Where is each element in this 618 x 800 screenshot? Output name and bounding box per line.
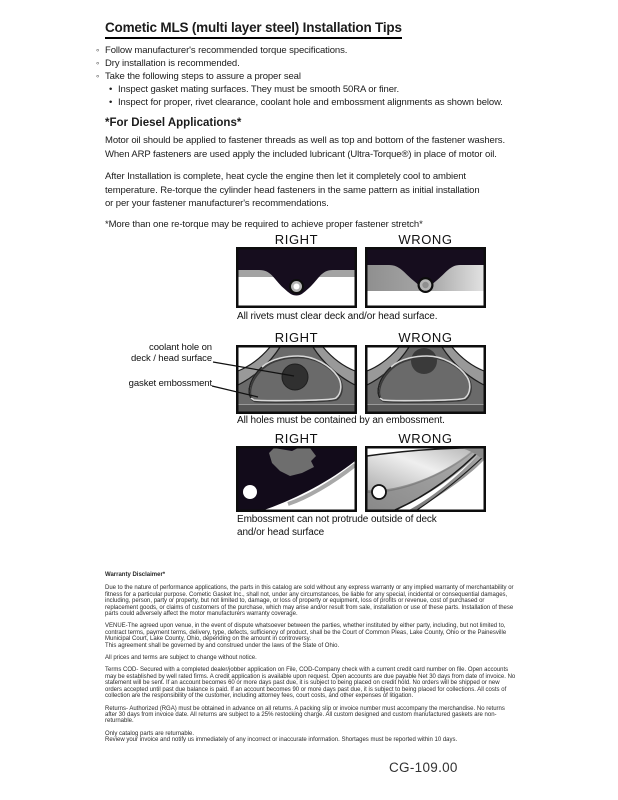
list-item: ◦ Dry installation is recommended.: [96, 57, 503, 70]
legal-paragraph: VENUE-The agreed upon venue, in the event of dispute whatsoever between the parties, whether instituted by either party, including, but not limited to, contract terms, payment terms, delivery, type, defects, sufficiency of product, shall be the Court of Common Pleas, Lake County, Ohio or the Painesville Municipal Court, Lake County, Ohio, depending on the amount in controversy.: [105, 623, 507, 643]
coolant-hole: [411, 348, 437, 374]
figure-row2-labels: [236, 330, 486, 345]
list-sub-item: • Inspect gasket mating surfaces. They must be smooth 50RA or finer.: [96, 83, 503, 96]
wrong-label: WRONG: [398, 232, 453, 247]
legal-paragraph: This agreement shall be governed by and construed under the laws of the State of Ohio.: [105, 642, 340, 649]
legal-paragraph: All prices and terms are subject to change without notice.: [105, 655, 257, 662]
figure-protrude-right: [236, 446, 357, 512]
figure-row1-caption: All rivets must clear deck and/or head surface.: [237, 311, 438, 322]
caption-line: and/or head surface: [237, 526, 325, 538]
figure-row3-caption: [237, 514, 437, 539]
list-item: ◦ Take the following steps to assure a proper seal: [96, 70, 503, 83]
figure-rivet-wrong: [365, 247, 486, 308]
right-label: RIGHT: [274, 330, 319, 345]
figure-row1-images: [236, 247, 486, 308]
right-label: RIGHT: [274, 232, 319, 247]
paragraph-line: *More than one re-torque may be required to achieve proper fastener stretch*: [105, 219, 423, 230]
retorque-note: [105, 218, 565, 232]
bolt-hole: [372, 485, 386, 499]
diesel-section-heading: *For Diesel Applications*: [105, 117, 242, 129]
paragraph-line: Motor oil should be applied to fastener threads as well as top and bottom of the fastener washers.: [105, 135, 505, 146]
paragraph-line: After Installation is complete, heat cycle the engine then let it completely cool to ambient: [105, 171, 466, 182]
wrong-label: WRONG: [398, 431, 453, 446]
right-label: RIGHT: [274, 431, 319, 446]
paragraph-line: temperature. Re-torque the cylinder head fasteners in the same pattern as initial installation: [105, 184, 480, 196]
diesel-paragraph: [105, 134, 565, 161]
legal-paragraph: Due to the nature of performance applications, the parts in this catalog are sold without any express warranty or any implied warranty of merchantability or fitness for a particular purpose. Cometic Gasket Inc., shall not, under any circumstances, be liable for any special, incidental or consequential damages, including, person, party or property, but not limited to, damage, or loss of property or equipment, loss of profits or revenue, cost of purchased or replacement goods, or claims of customers of the purchase, which may arise and/or result from sale, installation or use of these parts. Installation of these parts could adversely affect the motor manufacturers warranty coverage.: [105, 585, 514, 618]
figure-row3-images: [236, 446, 486, 512]
paragraph-line: or per your fastener manufacturer's recommendations.: [105, 198, 329, 209]
document-number: CG-109.00: [389, 760, 458, 775]
legal-paragraph: Terms COD- Secured with a completed dealer/jobber application on File, COD-Company check with a current credit card number on file. Open accounts may be established by well rated firms. A credit application is available upon request. Open accounts are due payable Net 30 days from date of invoice. No statement will be sent. If an account becomes 60 or more days past due, it is subject to being placed on credit hold. No orders will be shipped or new orders accepted until past due balance is paid. If an account becomes 90 or more days past due, it is subject to being placed for collections. All costs of collection are the responsibility of the customer, including attorney fees, court costs, and other expenses of litigation.: [105, 667, 516, 700]
page-title: Cometic MLS (multi layer steel) Installation Tips: [105, 20, 402, 39]
figure-rivet-right: [236, 247, 357, 308]
warranty-disclaimer-heading: Warranty Disclaimer*: [105, 572, 166, 578]
figure-row1-labels: [236, 232, 486, 247]
annotation-line: coolant hole on: [149, 342, 212, 353]
figure-row2-caption: All holes must be contained by an embossment.: [237, 415, 445, 426]
annotation-leader-lines: [205, 350, 305, 405]
diesel-paragraph: [105, 170, 565, 211]
annotation-line: deck / head surface: [130, 352, 212, 364]
figure-row3-labels: [236, 431, 486, 446]
figure-protrude-wrong: [365, 446, 486, 512]
wrong-label: WRONG: [398, 330, 453, 345]
installation-tips-list: [96, 44, 503, 109]
warranty-disclaimer-section: [105, 572, 518, 750]
bolt-hole: [243, 485, 257, 499]
legal-paragraph: Returns- Authorized (RGA) must be obtained in advance on all returns. A packing slip or invoice number must accompany the merchandise. No returns after 30 days from invoice date. All returns are subject to a 25% restocking charge. All custom designed and custom manufactured gaskets are non-returnable.: [105, 705, 505, 725]
rivet-icon: [289, 279, 304, 294]
legal-paragraph: Review your invoice and notify us immediately of any incorrect or inaccurate information. Shortages must be reported within 10 days.: [105, 737, 458, 744]
legal-paragraph: Only catalog parts are returnable.: [105, 730, 195, 737]
list-sub-item: • Inspect for proper, rivet clearance, coolant hole and embossment alignments as shown below.: [96, 96, 503, 109]
coolant-hole-annotation: [82, 343, 212, 364]
list-item: ◦ Follow manufacturer's recommended torque specifications.: [96, 44, 503, 57]
paragraph-line: When ARP fasteners are used apply the included lubricant (Ultra-Torque®) in place of motor oil.: [105, 148, 497, 160]
rivet-icon: [418, 277, 434, 293]
gasket-embossment-annotation: gasket embossment: [128, 378, 212, 389]
caption-line: Embossment can not protrude outside of deck: [237, 514, 437, 525]
figure-embossment-wrong: [365, 345, 486, 414]
